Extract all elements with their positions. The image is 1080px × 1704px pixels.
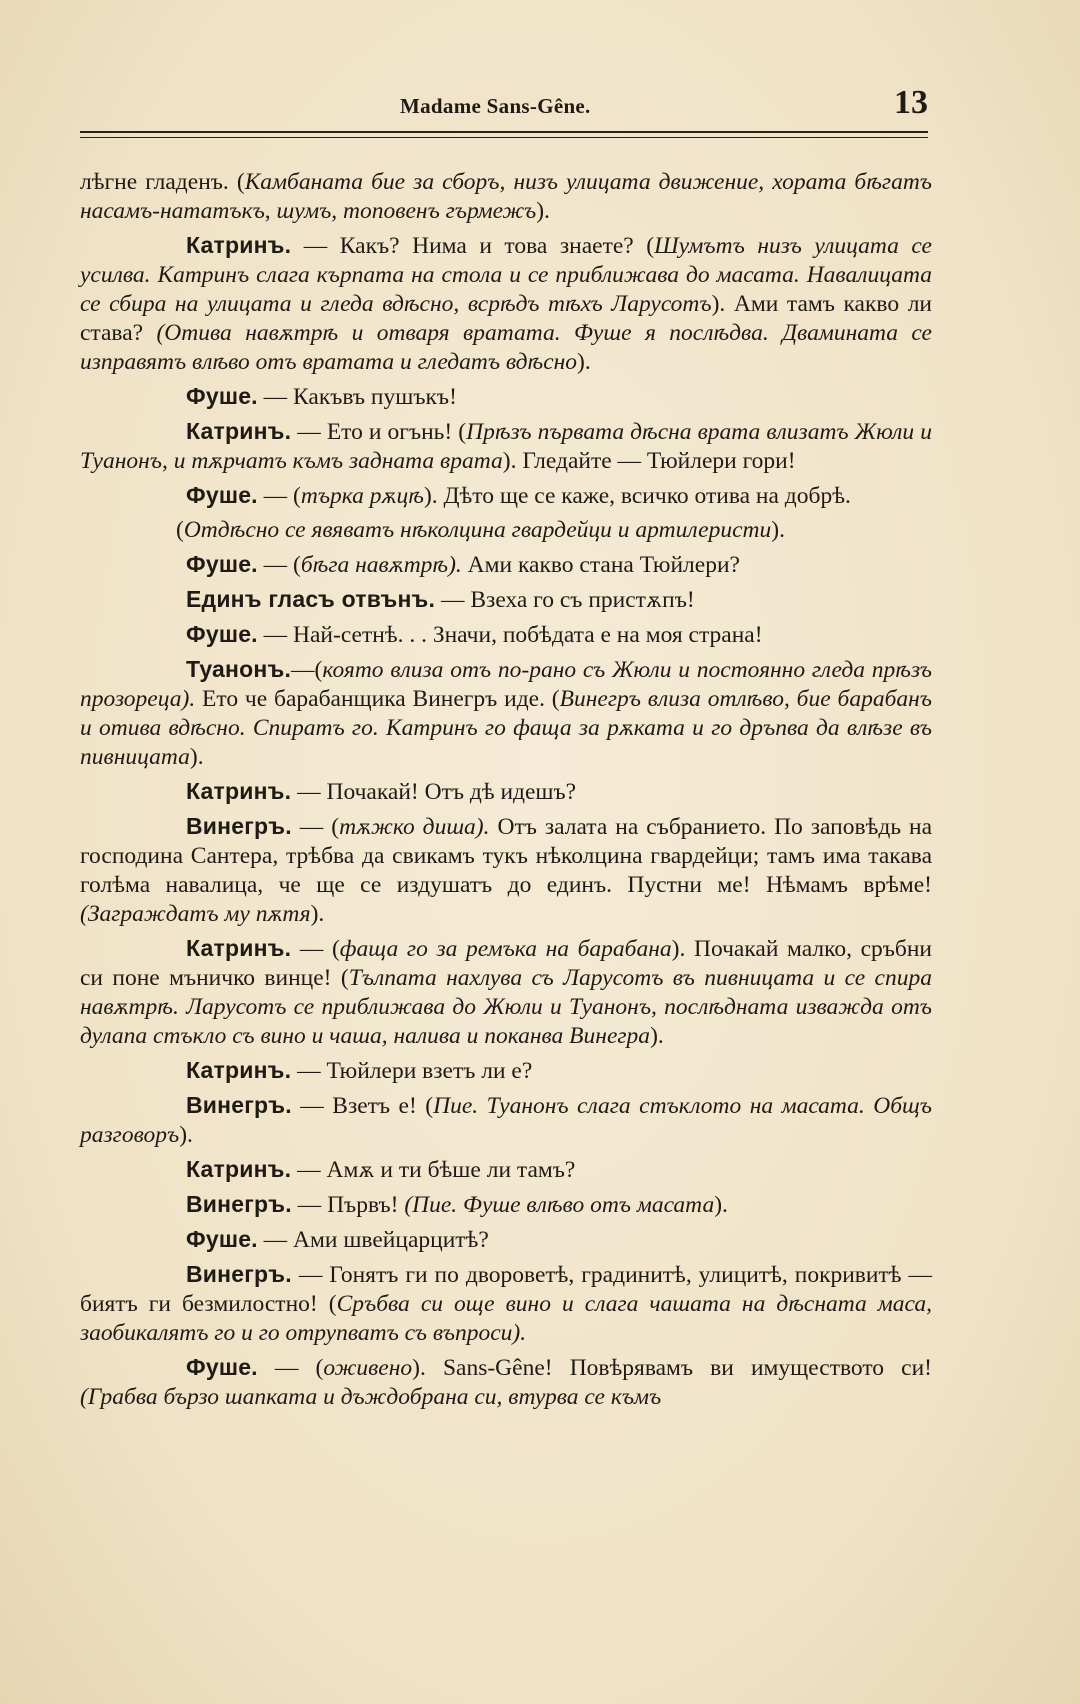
dialogue-paragraph <box>80 1091 932 1150</box>
dialogue-text: , <box>161 448 174 474</box>
dialogue-text: Ето че барабанщика Винегръ иде. ( <box>195 686 560 712</box>
speaker-name: Туанонъ. <box>186 656 292 682</box>
dialogue-text: — Какъвъ пушъкъ! <box>257 384 457 410</box>
dialogue-paragraph <box>80 1155 932 1185</box>
dialogue-text: , <box>264 198 277 224</box>
dialogue-text: — ( <box>291 936 340 962</box>
dialogue-text: — ( <box>257 1355 324 1381</box>
speaker-name: Фуше. <box>186 482 258 508</box>
dialogue-text: — Почакай! Отъ дѣ идешъ? <box>291 779 577 805</box>
dialogue-paragraph <box>80 1260 932 1348</box>
speaker-name: Единъ гласъ отвънъ. <box>186 586 436 612</box>
speaker-name: Винегръ. <box>186 1191 292 1217</box>
running-title: Madame Sans-Gêne. <box>400 94 591 118</box>
speaker-name: Катринъ. <box>186 418 292 444</box>
dialogue-text: — Тюйлери взетъ ли е? <box>291 1058 533 1084</box>
dialogue-text: ( <box>176 517 184 543</box>
dialogue-paragraph <box>80 655 932 772</box>
dialogue-text: ). <box>714 1192 728 1218</box>
speaker-name: Катринъ. <box>186 1057 292 1083</box>
speaker-name: Катринъ. <box>186 935 292 961</box>
dialogue-paragraph <box>80 168 932 226</box>
dialogue-paragraph <box>80 1190 932 1220</box>
speaker-name: Катринъ. <box>186 1156 292 1182</box>
page-header <box>80 84 928 128</box>
dialogue-paragraph <box>80 382 932 412</box>
stage-direction: която влиза отъ по-рано съ Жюли и постоянно гледа прѣзъ прозореца). <box>80 657 932 712</box>
stage-direction: оживено <box>323 1355 413 1381</box>
dialogue-text: ). Дѣто ще се каже, всичко отива на добрѣ. <box>423 483 851 509</box>
stage-direction: Камбаната бие за сборъ, низъ улицата движение, хората бѣгатъ насамъ-нататъкъ <box>80 169 932 224</box>
stage-direction: (Заграждатъ му пѫтя <box>80 901 311 927</box>
dialogue-text: Отъ залата на събранието. По заповѣдь на господина Сантера, трѣбва да свикамъ тукъ нѣколцина гвардейци; тамъ има такава голѣма навалица, че ще се издушатъ до единъ. Пустни ме! Нѣмамъ врѣме! <box>80 814 933 898</box>
stage-direction: Шумътъ низъ улицата се усилва. Катринъ слага кърпата на стола и се приближава до масата. Навалицата се сбира на улицата и гледа вдѣсно, всрѣдъ тѣхъ Ларусотъ <box>80 233 932 317</box>
stage-direction: (Пие. Фуше влѣво отъ масата <box>404 1192 715 1218</box>
stage-direction: шумъ, топовенъ гърмежъ <box>276 198 537 224</box>
dialogue-text: — Гонятъ ги по двороветѣ, градинитѣ, улицитѣ, покривитѣ — биятъ ги безмилостно! ( <box>80 1262 932 1317</box>
header-rule-thick <box>80 131 928 133</box>
dialogue-text: — Амѫ и ти бѣше ли тамъ? <box>291 1157 576 1183</box>
speaker-name: Фуше. <box>186 551 258 577</box>
stage-direction: Тълпата нахлува съ Ларусотъ въ пивницата и се спира навѫтрѣ. Ларусотъ се приближава до Жюли и Туанонъ, послѣдната изважда отъ дулапа стъкло съ вино и чаша, налива и поканва Винегра <box>80 965 932 1049</box>
dialogue-text: ). <box>536 198 550 224</box>
speaker-name: Винегръ. <box>186 1092 292 1118</box>
dialogue-text: — ( <box>257 552 301 578</box>
speaker-name: Винегръ. <box>186 813 292 839</box>
stage-direction: Отдѣсно се явяватъ нѣколцина гвардейци и артилеристи <box>183 517 772 543</box>
dialogue-paragraph <box>80 231 932 377</box>
dialogue-paragraph <box>80 481 932 511</box>
dialogue-text: — ( <box>257 483 301 509</box>
dialogue-text: ). <box>310 901 325 927</box>
dialogue-paragraph <box>80 934 932 1051</box>
stage-direction: и тѫрчатъ къмъ задната врата <box>173 448 503 474</box>
speaker-name: Фуше. <box>186 383 258 409</box>
stage-direction-paragraph <box>80 516 932 545</box>
dialogue-text: ). <box>650 1023 664 1049</box>
dialogue-text: —( <box>291 657 323 683</box>
stage-direction: Прѣзъ първата дѣсна врата влизатъ Жюли и Туанонъ <box>80 419 932 474</box>
dialogue-paragraph <box>80 550 932 580</box>
stage-direction: бѣга навѫтрѣ). <box>300 552 462 578</box>
dialogue-paragraph <box>80 1225 932 1255</box>
dialogue-text: — Най-сетнѣ. . . Значи, побѣдата е на моя страна! <box>257 622 763 648</box>
dialogue-paragraph <box>80 812 932 929</box>
dialogue-text: Ами какво стана Тюйлери? <box>461 552 740 578</box>
dialogue-paragraph <box>80 777 932 807</box>
dialogue-text: ). Почакай малко, сръбни си поне мъничко винце! ( <box>80 936 933 991</box>
dialogue-paragraph <box>80 1353 932 1412</box>
dialogue-text: — Ето и огънь! ( <box>291 419 467 445</box>
dialogue-text: ). <box>577 349 591 375</box>
speaker-name: Катринъ. <box>186 232 292 258</box>
stage-direction: Винегръ влиза отлѣво, бие барабанъ и отива вдѣсно. Спиратъ го. Катринъ го фаща за рѫката и го дръпва да влѣзе въ пивницата <box>80 686 932 770</box>
dialogue-text: ). <box>771 517 785 543</box>
dialogue-text: ). <box>179 1122 193 1148</box>
dialogue-text: — Взетъ е! ( <box>291 1093 434 1119</box>
dialogue-paragraph <box>80 620 932 650</box>
stage-direction: (Отива навѫтрѣ и отваря вратата. Фуше я послѣдва. Дваминaта се изправятъ влѣво отъ вратата и гледатъ вдѣсно <box>80 320 932 375</box>
speaker-name: Фуше. <box>186 1226 258 1252</box>
dialogue-text: ). Ами тамъ какво ли става? <box>80 291 932 346</box>
dialogue-text: лѣгне гладенъ. ( <box>80 169 245 195</box>
dialogue-paragraph <box>80 417 932 476</box>
dialogue-text: — Какъ? Нима и това знаете? ( <box>291 233 655 259</box>
stage-direction: фаща го за ремъка на барабана <box>339 936 672 962</box>
body-text <box>80 168 932 1417</box>
dialogue-text: — Ами швейцарцитѣ? <box>257 1227 489 1253</box>
dialogue-text: ). <box>189 744 204 770</box>
stage-direction: търка рѫцѣ <box>300 483 424 509</box>
stage-direction: (Грабва бързо шапката и дъждобрана си, втурва се къмъ <box>80 1384 662 1410</box>
speaker-name: Винегръ. <box>186 1261 292 1287</box>
dialogue-text: ). Гледайте — Тюйлери гори! <box>502 448 796 474</box>
stage-direction: тѫжко диша). <box>339 814 490 840</box>
dialogue-text: — Взеха го съ пристѫпъ! <box>435 587 695 613</box>
speaker-name: Фуше. <box>186 1354 258 1380</box>
dialogue-paragraph <box>80 585 932 615</box>
dialogue-text: — Първъ! <box>291 1192 405 1218</box>
stage-direction: Пие. Туанонъ слага стъклото на масата. Общъ разговоръ <box>80 1093 932 1148</box>
dialogue-text: ). Sans-Gêne! Повѣрявамъ ви имуществото си! <box>412 1355 932 1381</box>
dialogue-paragraph <box>80 1056 932 1086</box>
header-rule-thin <box>80 137 928 138</box>
dialogue-text: — ( <box>291 814 340 840</box>
speaker-name: Фуше. <box>186 621 258 647</box>
page-number: 13 <box>894 84 928 121</box>
stage-direction: Сръбва си още вино и слага чашата на дѣсната маса, заобикалятъ го и го отрупватъ съ въпроси). <box>80 1291 932 1346</box>
speaker-name: Катринъ. <box>186 778 292 804</box>
